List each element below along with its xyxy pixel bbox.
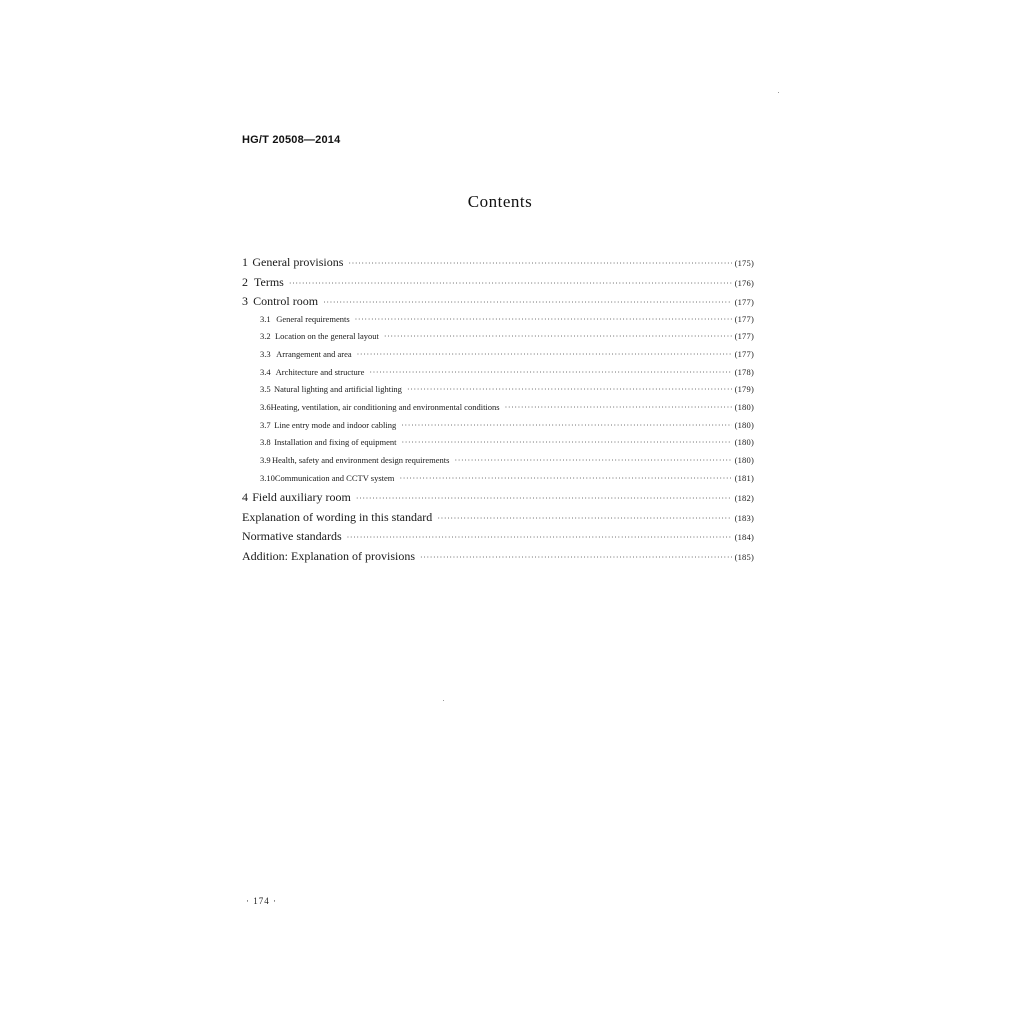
toc-dot-leader	[399, 474, 731, 483]
toc-entry-page: (180)	[734, 401, 754, 412]
toc-entry	[242, 367, 754, 385]
toc-entry-number: 3.10	[260, 472, 275, 483]
toc-entry	[242, 455, 754, 473]
toc-entry-page: (180)	[734, 437, 754, 448]
scan-speck	[443, 700, 444, 701]
toc-entry-page: (185)	[734, 551, 754, 562]
scan-speck	[778, 92, 779, 93]
toc-dot-leader	[407, 385, 732, 394]
toc-entry	[242, 402, 754, 420]
toc-entry-page: (179)	[734, 384, 754, 395]
toc-dot-leader	[347, 533, 732, 542]
toc-dot-leader	[437, 514, 731, 523]
toc-entry-number: 4	[242, 490, 248, 505]
toc-dot-leader	[369, 368, 731, 377]
toc-dot-leader	[348, 259, 731, 268]
toc-entry	[242, 384, 754, 402]
toc-entry-number: 3.5	[260, 384, 271, 395]
toc-entry-page: (177)	[734, 348, 754, 359]
toc-entry-page: (183)	[734, 512, 754, 523]
toc-entry-title: General requirements	[276, 313, 350, 324]
toc-entry-page: (180)	[734, 455, 754, 465]
toc-entry-page: (182)	[734, 493, 754, 504]
toc-entry-title: Addition: Explanation of provisions	[242, 548, 415, 563]
toc-entry	[242, 510, 754, 530]
document-code: HG/T 20508—2014	[242, 134, 341, 146]
toc-entry	[242, 349, 754, 367]
toc-entry-page: (180)	[734, 419, 754, 430]
toc-entry-number: 3.3	[260, 348, 271, 359]
toc-entry-title: Arrangement and area	[276, 348, 352, 359]
toc-dot-leader	[402, 438, 732, 447]
toc-entry-number: 2	[242, 274, 248, 289]
toc-entry-page: (184)	[734, 532, 754, 543]
toc-entry-page: (178)	[734, 366, 754, 377]
toc-entry-title: Natural lighting and artificial lighting	[273, 384, 402, 395]
toc-entry	[242, 529, 754, 549]
toc-entry-title: Health, safety and environment design requirements	[271, 455, 450, 465]
toc-entry-title: Line entry mode and indoor cabling	[274, 419, 397, 430]
toc-entry-title: Installation and fixing of equipment	[274, 437, 397, 448]
toc-entry	[242, 294, 754, 314]
toc-dot-leader	[454, 456, 731, 465]
toc-entry	[242, 331, 754, 349]
toc-dot-leader	[323, 298, 732, 307]
toc-entry	[242, 255, 754, 275]
toc-entry-title: Field auxiliary room	[252, 490, 351, 505]
toc-entry	[242, 437, 754, 455]
toc-dot-leader	[505, 403, 732, 412]
toc-dot-leader	[355, 315, 732, 324]
toc-entry-number: 3.6	[260, 401, 271, 412]
toc-entry-number: 3	[242, 294, 248, 308]
toc-entry-title: General provisions	[252, 255, 344, 269]
toc-dot-leader	[384, 332, 732, 341]
toc-entry-title: Heating, ventilation, air conditioning and environmental conditions	[270, 401, 500, 412]
toc-entry	[242, 275, 754, 295]
toc-dot-leader	[356, 494, 732, 503]
table-of-contents	[242, 255, 754, 568]
toc-entry-number: 3.8	[260, 437, 271, 448]
toc-entry	[242, 420, 754, 438]
toc-entry	[242, 549, 754, 569]
toc-entry-page: (181)	[734, 472, 754, 483]
toc-entry-title: Architecture and structure	[275, 366, 365, 377]
toc-entry	[242, 314, 754, 332]
page-title: Contents	[467, 192, 533, 211]
toc-dot-leader	[401, 421, 731, 430]
toc-entry-number: 3.1	[260, 313, 271, 324]
toc-entry-page: (177)	[734, 331, 754, 342]
toc-entry-number: 3.7	[260, 419, 271, 430]
page-number: · 174 ·	[246, 896, 277, 906]
toc-entry-number: 3.9	[260, 455, 271, 465]
toc-entry	[242, 473, 754, 491]
toc-entry-number: 3.2	[260, 331, 271, 342]
toc-entry-page: (177)	[734, 297, 754, 307]
toc-dot-leader	[289, 279, 732, 288]
toc-entry-title: Control room	[253, 294, 319, 308]
toc-dot-leader	[420, 553, 732, 562]
toc-entry-number: 3.4	[260, 366, 271, 377]
toc-entry-page: (177)	[734, 313, 754, 324]
toc-entry-page: (176)	[734, 277, 754, 288]
toc-entry-title: Terms	[254, 274, 284, 289]
toc-entry-page: (175)	[734, 258, 754, 268]
toc-dot-leader	[357, 350, 732, 359]
toc-entry-title: Explanation of wording in this standard	[242, 509, 433, 524]
toc-entry-number: 1	[242, 255, 248, 269]
toc-entry-title: Communication and CCTV system	[274, 472, 395, 483]
toc-entry	[242, 490, 754, 510]
toc-entry-title: Normative standards	[242, 529, 342, 544]
toc-entry-title: Location on the general layout	[274, 331, 379, 342]
